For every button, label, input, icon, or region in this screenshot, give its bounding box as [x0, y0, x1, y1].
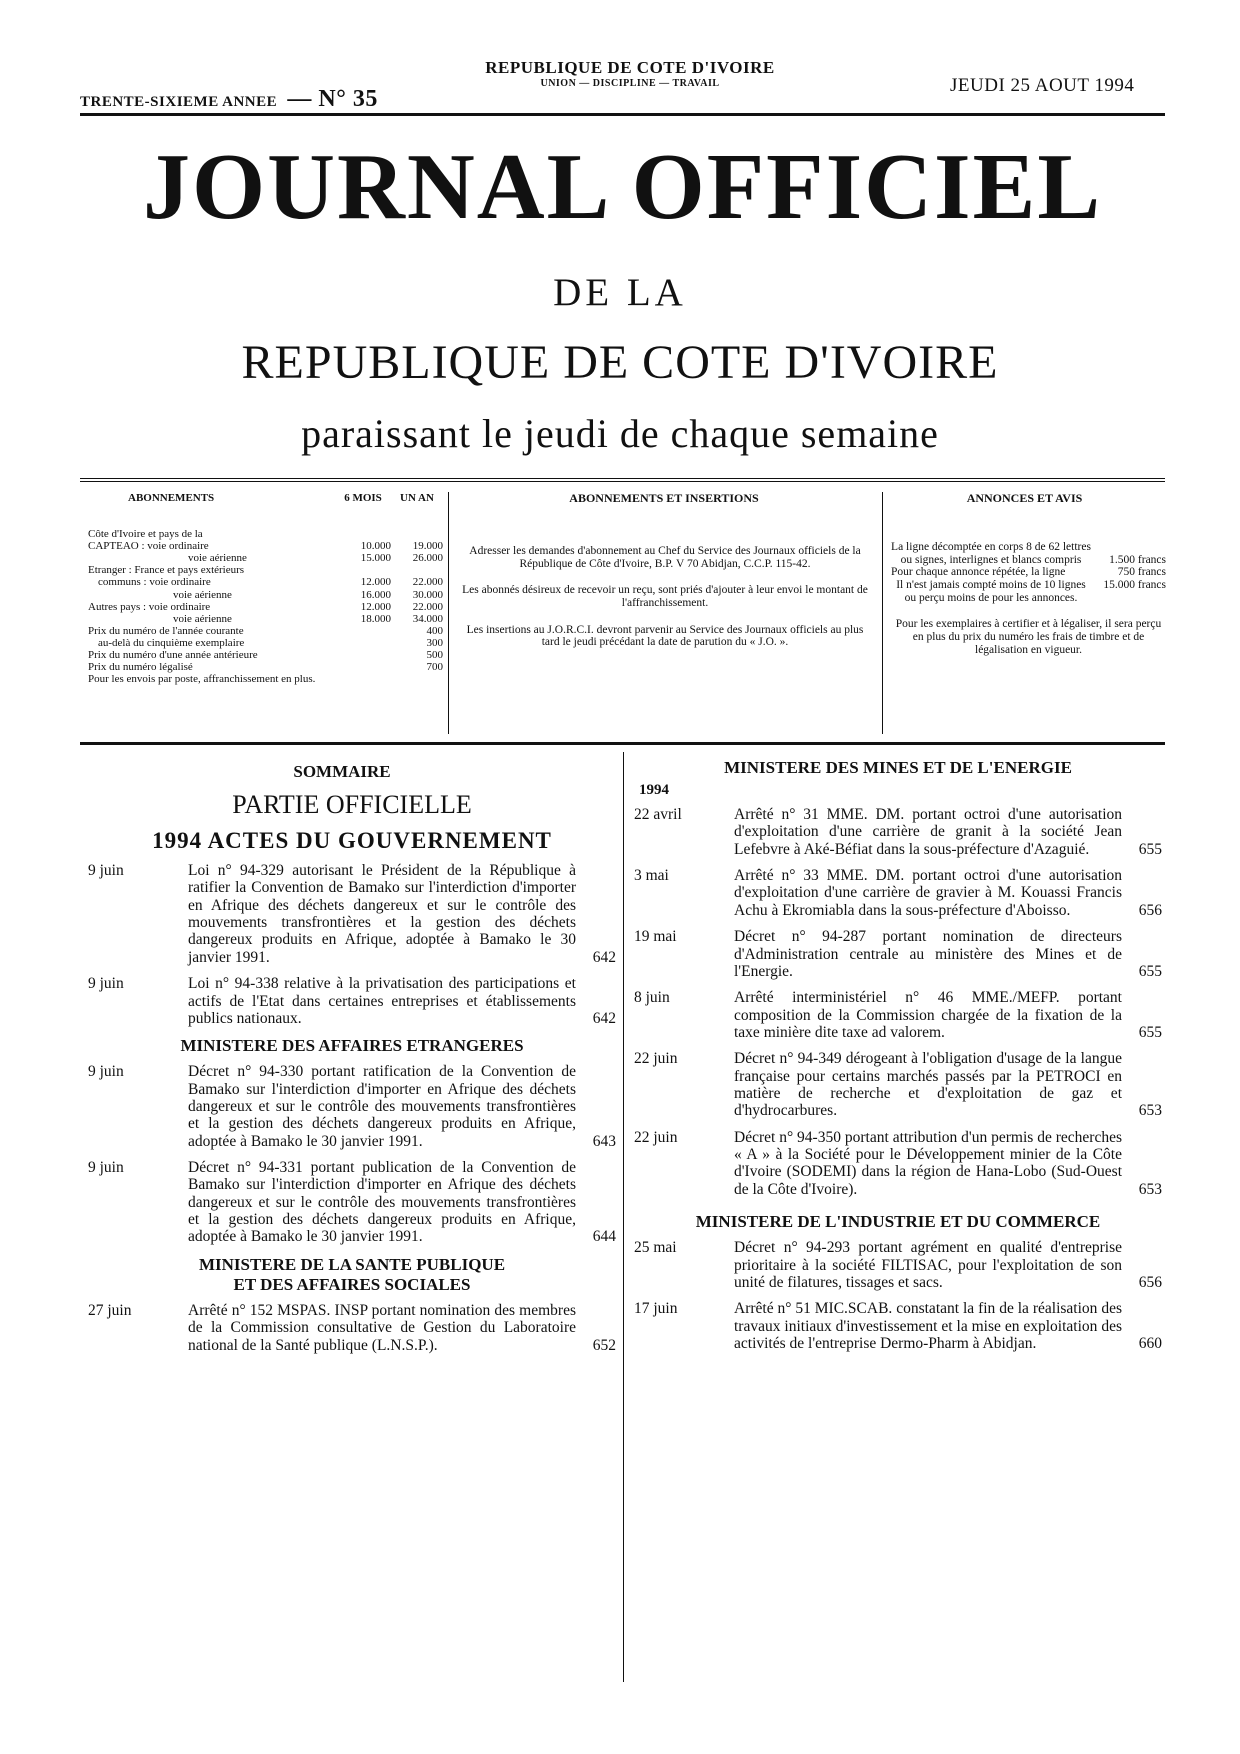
annonces-note: Pour les exemplaires à certifier et à légaliser, il sera perçu en plus du prix du numéro les frais de timbre et de légalisation en vigueur. — [895, 618, 1162, 656]
rate-row: Etranger : France et pays extérieurs — [88, 564, 245, 577]
insertions-title: ABONNEMENTS ET INSERTIONS — [569, 491, 759, 505]
republic-name: REPUBLIQUE DE COTE D'IVOIRE — [485, 58, 775, 77]
column-divider — [623, 752, 624, 1682]
rate-row: voie aérienne 18.000 34.000 — [173, 612, 443, 625]
list-item: 8 juin Arrêté interministériel n° 46 MME./MEFP. portant composition de la Commission chargée de la fixation de la taxe minière dite taxe ad valorem. 655 — [634, 989, 1162, 1041]
ministry-sante-2: ET DES AFFAIRES SOCIALES — [233, 1274, 471, 1294]
right-column — [634, 752, 1162, 1361]
list-item: 9 juin Décret n° 94-331 portant publication de la Convention de Bamako sur l'interdiction d'importer en Afrique des déchets dangereux et sur le contrôle des mouvements transfrontières et la gestion des déchets dangereux produits en Afrique, adoptée à Bamako le 30 janvier 1991. 644 — [88, 1159, 616, 1246]
list-item: 22 avril Arrêté n° 31 MME. DM. portant octroi d'une autorisation d'exploitation d'une carrière de granit à la société Jean Lefebvre à Aké-Béfiat dans la sous-préfecture d'Azaguié. 655 — [634, 806, 1162, 858]
partie-officielle: PARTIE OFFICIELLE — [232, 790, 472, 819]
sommaire-heading: SOMMAIRE — [293, 762, 391, 781]
rate-row: communs : voie ordinaire 12.000 22.000 — [98, 576, 443, 589]
list-item: 9 juin Loi n° 94-338 relative à la privatisation des participations et actifs de l'Etat dans certaines entreprises et établissements publics nationaux. 642 — [88, 975, 616, 1027]
republic-title: REPUBLIQUE DE COTE D'IVOIRE — [241, 336, 999, 389]
list-item: 22 juin Décret n° 94-349 dérogeant à l'obligation d'usage de la langue française pour certains marchés passés par la PETROCI en matière de recherche et d'exploitation de gaz et d'hydrocarbures. 653 — [634, 1050, 1162, 1120]
rate-row: Prix du numéro d'une année antérieure 500 — [88, 649, 443, 662]
annonces-title: ANNONCES ET AVIS — [966, 491, 1083, 505]
insertions-p1: Adresser les demandes d'abonnement au Chef du Service des Journaux officiels de la République de Côte d'Ivoire, B.P. V 70 Abidjan, C.C.P. 115-42. — [469, 545, 861, 570]
rate-row: voie aérienne 16.000 30.000 — [173, 588, 443, 601]
actes-heading: 1994 ACTES DU GOUVERNEMENT — [152, 828, 552, 853]
rate-row: Côte d'Ivoire et pays de la — [88, 528, 203, 541]
journal-title: JOURNAL OFFICIEL — [142, 135, 1103, 239]
ministry-sante-1: MINISTERE DE LA SANTE PUBLIQUE — [198, 1254, 506, 1274]
rate-row: Prix du numéro de l'année courante 400 — [88, 624, 443, 637]
list-item: 9 juin Loi n° 94-329 autorisant le Président de la République à ratifier la Convention de Bamako sur l'interdiction d'importer en Afrique des déchets dangereux et sur le contrôle des mouvements transfrontières et la gestion des déchets dangereux produits en Afrique, adoptée à Bamako le 30 janvier 1991. 642 — [88, 862, 616, 966]
insertions-p3: Les insertions au J.O.R.C.I. devront parvenir au Service des Journaux officiels au plus tard le jeudi précédant la date de parution du « J.O. ». — [466, 623, 864, 649]
rate-row: au-delà du cinquième exemplaire 300 — [98, 636, 443, 649]
col-6-mois: 6 MOIS — [344, 492, 382, 504]
subscription-rates — [88, 492, 443, 734]
insertions-info — [448, 492, 879, 734]
insertions-p2: Les abonnés désireux de recevoir un reçu, sont priés d'ajouter à leur envoi le montant de l'affranchissement. — [462, 584, 868, 610]
col-un-an: UN AN — [400, 492, 434, 504]
edition-year: TRENTE-SIXIEME ANNEE — [80, 94, 278, 110]
list-item: 27 juin Arrêté n° 152 MSPAS. INSP portant nomination des membres de la Commission consultative de Gestion du Laboratoire national de la Santé publique (L.N.S.P.). 652 — [88, 1301, 616, 1354]
year-label: 1994 — [639, 782, 669, 798]
list-item: 25 mai Décret n° 94-293 portant agrément en qualité d'entreprise prioritaire à la société FILTISAC, pour l'exploitation de son unité de filatures, tissages et sacs. 656 — [634, 1239, 1162, 1291]
annonce-row: Pour chaque annonce répétée, la ligne 750 francs — [891, 566, 1166, 579]
list-item: 3 mai Arrêté n° 33 MME. DM. portant octroi d'une autorisation d'exploitation d'une carrière de gravier à M. Kouassi Francis Achu à Ekromiabla dans la sous-préfecture d'Aboisso. 656 — [634, 867, 1162, 919]
rate-row: Pour les envois par poste, affranchissement en plus. — [88, 673, 316, 686]
list-item: 22 juin Décret n° 94-350 portant attribution d'un permis de recherches « A » à la Société pour le Développement minier de la Côte d'Ivoire (SODEMI) dans la région de Hana-Lobo (Sud-Ouest de la Côte d'Ivoire). 653 — [634, 1128, 1162, 1198]
tagline: paraissant le jeudi de chaque semaine — [301, 411, 939, 456]
de-la: DE LA — [553, 271, 687, 314]
list-item: 9 juin Décret n° 94-330 portant ratification de la Convention de Bamako sur l'interdiction d'importer en Afrique des déchets dangereux et sur le contrôle des mouvements transfrontières et la gestion des déchets dangereux produits en Afrique, adoptée à Bamako le 30 janvier 1991. 643 — [88, 1063, 616, 1150]
annonces-info — [882, 492, 1166, 734]
rates-title: ABONNEMENTS — [128, 492, 215, 504]
rate-row: voie aérienne 15.000 26.000 — [188, 552, 443, 565]
left-column — [88, 762, 616, 1363]
issue-number: — N° 35 — [287, 86, 378, 112]
top-rule — [80, 113, 1165, 116]
rate-row: Autres pays : voie ordinaire 12.000 22.000 — [88, 600, 443, 613]
ministry-industrie: MINISTERE DE L'INDUSTRIE ET DU COMMERCE — [695, 1212, 1101, 1232]
annonce-row: Il n'est jamais compté moins de 10 lignes ou perçu moins de pour les annonces. 15.000 francs — [896, 579, 1166, 604]
annonce-row: La ligne décomptée en corps 8 de 62 lettres ou signes, interlignes et blancs compris 1.500 francs — [891, 541, 1166, 566]
republic-header — [410, 58, 850, 89]
list-item: 19 mai Décret n° 94-287 portant nomination de directeurs d'Administration centrale au ministère des Mines et de l'Energie. 655 — [634, 928, 1162, 980]
rates-header — [88, 492, 443, 504]
motto: UNION — DISCIPLINE — TRAVAIL — [540, 78, 720, 89]
ministry-mines: MINISTERE DES MINES ET DE L'ENERGIE — [724, 758, 1072, 777]
issue-date: JEUDI 25 AOUT 1994 — [950, 75, 1135, 96]
rate-row: Prix du numéro légalisé 700 — [88, 661, 443, 674]
ministry-affaires-etrangeres: MINISTERE DES AFFAIRES ETRANGERES — [180, 1036, 524, 1056]
rate-row: CAPTEAO : voie ordinaire 10.000 19.000 — [88, 540, 443, 553]
subscription-box — [80, 478, 1165, 745]
list-item: 17 juin Arrêté n° 51 MIC.SCAB. constatant la fin de la réalisation des travaux initiaux d'investissement et la mise en exploitation des activités de l'entreprise Dermo-Pharm à Abidjan. 660 — [634, 1300, 1162, 1352]
edition-line — [80, 86, 378, 113]
